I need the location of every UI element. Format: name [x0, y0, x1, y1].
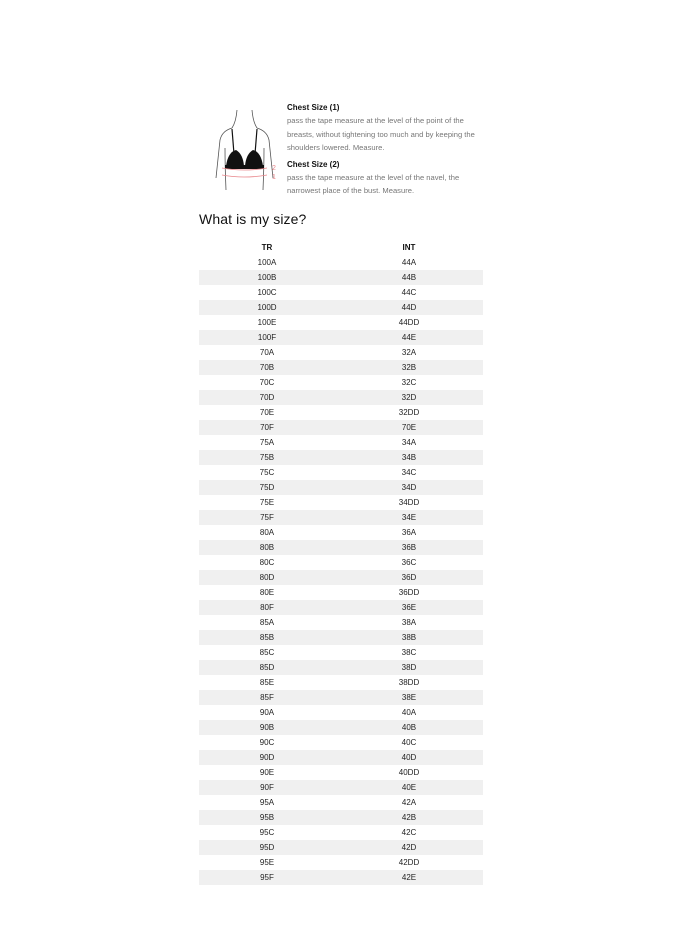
- tr-size-cell: 85E: [259, 678, 275, 687]
- chest-size-1-title: Chest Size (1): [287, 103, 340, 112]
- table-row: [199, 855, 483, 870]
- table-row: [199, 300, 483, 315]
- tr-size-cell: 85C: [259, 648, 275, 657]
- table-row: [199, 690, 483, 705]
- table-row: [199, 540, 483, 555]
- int-size-cell: 32A: [401, 348, 417, 357]
- tr-size-cell: 90C: [259, 738, 275, 747]
- int-size-cell: 44DD: [398, 318, 420, 327]
- chest-size-2-text: pass the tape measure at the level of the navel, the narrowest place of the bust. Measure.: [287, 172, 460, 195]
- tr-size-cell: 90A: [259, 708, 275, 717]
- tr-size-cell: 80A: [259, 528, 275, 537]
- table-row: [199, 375, 483, 390]
- table-row: [199, 795, 483, 810]
- tr-size-cell: 95B: [259, 813, 275, 822]
- table-row: [199, 840, 483, 855]
- int-size-cell: 32D: [401, 393, 417, 402]
- table-row: [199, 360, 483, 375]
- table-row: [199, 555, 483, 570]
- int-size-cell: 38D: [401, 663, 417, 672]
- table-row: [199, 420, 483, 435]
- int-size-cell: 70E: [401, 423, 417, 432]
- int-size-cell: 36E: [401, 603, 417, 612]
- table-row: [199, 330, 483, 345]
- tr-size-cell: 95A: [259, 798, 275, 807]
- int-size-cell: 36B: [401, 543, 417, 552]
- table-row: [199, 405, 483, 420]
- table-row: [199, 675, 483, 690]
- table-row: [199, 630, 483, 645]
- table-row: [199, 570, 483, 585]
- tr-size-cell: 90F: [260, 783, 274, 792]
- measurement-notes: [287, 102, 492, 202]
- table-row: [199, 495, 483, 510]
- int-size-cell: 34C: [401, 468, 417, 477]
- int-size-cell: 42B: [401, 813, 417, 822]
- table-row: [199, 660, 483, 675]
- tr-size-cell: 75C: [259, 468, 275, 477]
- table-row: [199, 435, 483, 450]
- tr-size-cell: 90E: [259, 768, 275, 777]
- bra-measurement-figure-icon: [210, 108, 284, 198]
- int-size-cell: 32DD: [398, 408, 420, 417]
- marker-upper: 2: [272, 165, 276, 172]
- table-row: [199, 480, 483, 495]
- int-size-cell: 36C: [401, 558, 417, 567]
- tr-size-cell: 100D: [257, 303, 277, 312]
- table-row: [199, 285, 483, 300]
- tr-size-cell: 80F: [260, 603, 274, 612]
- tr-size-cell: 70A: [259, 348, 275, 357]
- size-table-body: [199, 255, 483, 885]
- table-row: [199, 825, 483, 840]
- table-row: [199, 585, 483, 600]
- tr-size-cell: 90B: [259, 723, 275, 732]
- int-size-cell: 42DD: [398, 858, 420, 867]
- chest-size-1-text: pass the tape measure at the level of the point of the breasts, without tightening too much and by keeping the shoulders lowered. Measure.: [287, 116, 475, 152]
- int-size-cell: 44E: [401, 333, 417, 342]
- table-row: [199, 645, 483, 660]
- tr-size-cell: 80E: [259, 588, 275, 597]
- tr-size-cell: 95E: [259, 858, 275, 867]
- tr-size-cell: 95F: [260, 873, 274, 882]
- marker-lower: 1: [272, 174, 276, 181]
- tr-size-cell: 100F: [257, 333, 277, 342]
- table-row: [199, 780, 483, 795]
- tr-size-cell: 85F: [260, 693, 274, 702]
- int-size-cell: 34B: [401, 453, 417, 462]
- tr-size-cell: 75B: [259, 453, 275, 462]
- page-title: What is my size?: [199, 211, 307, 227]
- int-size-cell: 38DD: [398, 678, 420, 687]
- tr-size-cell: 95D: [259, 843, 275, 852]
- int-size-cell: 42E: [401, 873, 417, 882]
- tr-size-cell: 75F: [260, 513, 274, 522]
- tr-size-cell: 75A: [259, 438, 275, 447]
- int-size-cell: 38A: [401, 618, 417, 627]
- table-row: [199, 720, 483, 735]
- table-row: [199, 270, 483, 285]
- tr-size-cell: 75D: [259, 483, 275, 492]
- int-size-cell: 40E: [401, 783, 417, 792]
- table-row: [199, 600, 483, 615]
- measurement-guide: [210, 102, 500, 202]
- chest-size-2-title: Chest Size (2): [287, 159, 340, 169]
- int-size-cell: 42C: [401, 828, 417, 837]
- int-size-cell: 34A: [401, 438, 417, 447]
- tr-size-cell: 85D: [259, 663, 275, 672]
- table-row: [199, 705, 483, 720]
- table-row: [199, 450, 483, 465]
- tr-size-cell: 100E: [257, 318, 277, 327]
- tr-size-cell: 100B: [257, 273, 277, 282]
- int-size-cell: 32B: [401, 363, 417, 372]
- int-size-cell: 42A: [401, 798, 417, 807]
- table-row: [199, 525, 483, 540]
- int-size-cell: 36D: [401, 573, 417, 582]
- int-size-cell: 44D: [401, 303, 417, 312]
- int-size-cell: 34E: [401, 513, 417, 522]
- tr-size-cell: 95C: [259, 828, 275, 837]
- size-table: [199, 240, 483, 885]
- tr-size-cell: 80B: [259, 543, 275, 552]
- tr-size-cell: 70D: [259, 393, 275, 402]
- column-header-tr: TR: [261, 243, 273, 252]
- tr-size-cell: 85A: [259, 618, 275, 627]
- int-size-cell: 42D: [401, 843, 417, 852]
- table-row: [199, 750, 483, 765]
- table-row: [199, 735, 483, 750]
- table-row: [199, 345, 483, 360]
- tr-size-cell: 70C: [259, 378, 275, 387]
- tr-size-cell: 80D: [259, 573, 275, 582]
- int-size-cell: 40DD: [398, 768, 420, 777]
- tr-size-cell: 90D: [259, 753, 275, 762]
- int-size-cell: 36DD: [398, 588, 420, 597]
- table-header-row: [199, 240, 483, 255]
- int-size-cell: 40D: [401, 753, 417, 762]
- tr-size-cell: 70B: [259, 363, 275, 372]
- int-size-cell: 38E: [401, 693, 417, 702]
- tr-size-cell: 70E: [259, 408, 275, 417]
- int-size-cell: 40B: [401, 723, 417, 732]
- int-size-cell: 34D: [401, 483, 417, 492]
- int-size-cell: 40A: [401, 708, 417, 717]
- table-row: [199, 870, 483, 885]
- table-row: [199, 510, 483, 525]
- int-size-cell: 34DD: [398, 498, 420, 507]
- int-size-cell: 44B: [401, 273, 417, 282]
- int-size-cell: 38C: [401, 648, 417, 657]
- table-row: [199, 255, 483, 270]
- table-row: [199, 465, 483, 480]
- tr-size-cell: 70F: [260, 423, 274, 432]
- int-size-cell: 40C: [401, 738, 417, 747]
- column-header-int: INT: [402, 243, 416, 252]
- table-row: [199, 315, 483, 330]
- table-row: [199, 765, 483, 780]
- table-row: [199, 615, 483, 630]
- table-row: [199, 390, 483, 405]
- int-size-cell: 44A: [401, 258, 417, 267]
- int-size-cell: 36A: [401, 528, 417, 537]
- table-row: [199, 810, 483, 825]
- tr-size-cell: 85B: [259, 633, 275, 642]
- int-size-cell: 44C: [401, 288, 417, 297]
- int-size-cell: 32C: [401, 378, 417, 387]
- tr-size-cell: 75E: [259, 498, 275, 507]
- tr-size-cell: 100A: [257, 258, 277, 267]
- tr-size-cell: 80C: [259, 558, 275, 567]
- tr-size-cell: 100C: [257, 288, 277, 297]
- int-size-cell: 38B: [401, 633, 417, 642]
